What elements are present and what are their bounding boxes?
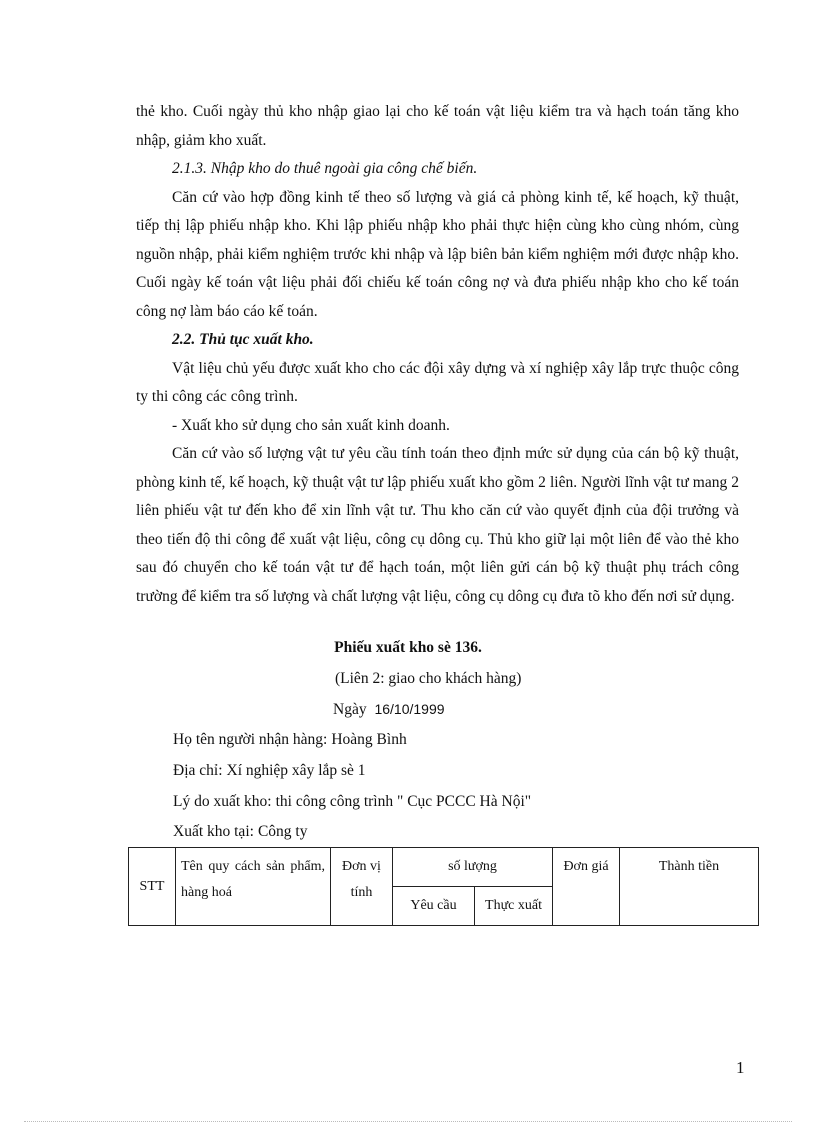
header-requested: Yêu cầu (393, 887, 475, 926)
header-product-name: Tên quy cách sản phẩm, hàng hoá (176, 848, 331, 926)
section-heading-2-1-3: 2.1.3. Nhập kho do thuê ngoài gia công chế biến. (172, 160, 478, 177)
header-actual: Thực xuất (475, 887, 553, 926)
address-value: Xí nghiệp xây lắp sè 1 (226, 762, 366, 779)
page-number: 1 (736, 1058, 745, 1077)
goods-table (128, 847, 759, 926)
warehouse-label: Xuất kho tại: (173, 823, 254, 840)
address-label: Địa chỉ: (173, 762, 223, 779)
address-line (173, 759, 366, 783)
warehouse-value: Công ty (257, 823, 308, 840)
warehouse-line (173, 820, 307, 844)
header-unit-price: Đơn giá (553, 848, 620, 926)
header-quantity: số lượng (393, 848, 553, 887)
paragraph-export-business: - Xuất kho sử dụng cho sản xuất kinh doanh. (172, 416, 450, 434)
paragraph-import-processing: Căn cứ vào hợp đồng kinh tế theo số lượng và giá cả phòng kinh tế, kế hoạch, kỹ thuật, tiếp thị lập phiếu nhập kho. Khi lập phiếu nhập kho phải thực hiện cùng kho cùng nhóm, cùng nguồn nhập, phải kiểm nghiệm trước khi nhập và lập biên bản kiểm nghiệm mới được nhập kho. Cuối ngày kế toán vật liệu phải đối chiếu kế toán công nợ và đưa phiếu nhập kho cho kế toán công nợ làm báo cáo kế toán. (136, 188, 739, 320)
body-text (136, 98, 739, 611)
header-stt: STT (129, 848, 176, 926)
paragraph-export-procedure: Căn cứ vào số lượng vật tư yêu cầu tính toán theo định mức sử dụng của cán bộ kỹ thuật, phòng kinh tế, kế hoạch, kỹ thuật vật tư lập phiếu xuất kho gồm 2 liên. Người lĩnh vật tư mang 2 liên phiếu vật tư đến kho để xin lĩnh vật tư. Thu kho căn cứ vào quyết định của đội trưởng và theo tiến độ thi công để xuất vật liệu, công cụ dông cụ. Thủ kho giữ lại một liên để vào thẻ kho sau đó chuyển cho kế toán vật tư để hạch toán, một liên gửi cán bộ kỹ thuật phụ trách công trường để kiểm tra số lượng và chất lượng vật liệu, công cụ dông cụ đưa tõ kho đến nơi sử dụng. (136, 445, 739, 605)
receiver-value: Hoàng Bình (331, 731, 407, 748)
page-bottom-rule (24, 1121, 792, 1122)
header-unit: Đơn vị tính (331, 848, 393, 926)
paragraph-export-materials: Vật liệu chủ yếu được xuất kho cho các đội xây dựng và xí nghiệp xây lắp trực thuộc công ty thi công các công trình. (136, 359, 739, 405)
slip-copy-note: (Liên 2: giao cho khách hàng) (335, 670, 522, 687)
header-amount: Thành tiền (620, 848, 759, 926)
slip-title: Phiếu xuất kho sè 136. (334, 639, 482, 656)
date-value: 16/10/1999 (374, 701, 445, 717)
receiver-line (173, 728, 407, 752)
reason-line (173, 790, 531, 814)
reason-value: thi công công trình " Cục PCCC Hà Nội" (275, 793, 532, 810)
paragraph-continuation: thẻ kho. Cuối ngày thủ kho nhập giao lại cho kế toán vật liệu kiểm tra và hạch toán tăng kho nhập, giảm kho xuất. (136, 103, 739, 149)
slip-date (333, 697, 445, 722)
section-heading-2-2: 2.2. Thủ tục xuất kho. (172, 331, 314, 348)
receiver-label: Họ tên người nhận hàng: (173, 731, 328, 748)
date-label: Ngày (333, 701, 367, 718)
reason-label: Lý do xuất kho: (173, 793, 272, 810)
